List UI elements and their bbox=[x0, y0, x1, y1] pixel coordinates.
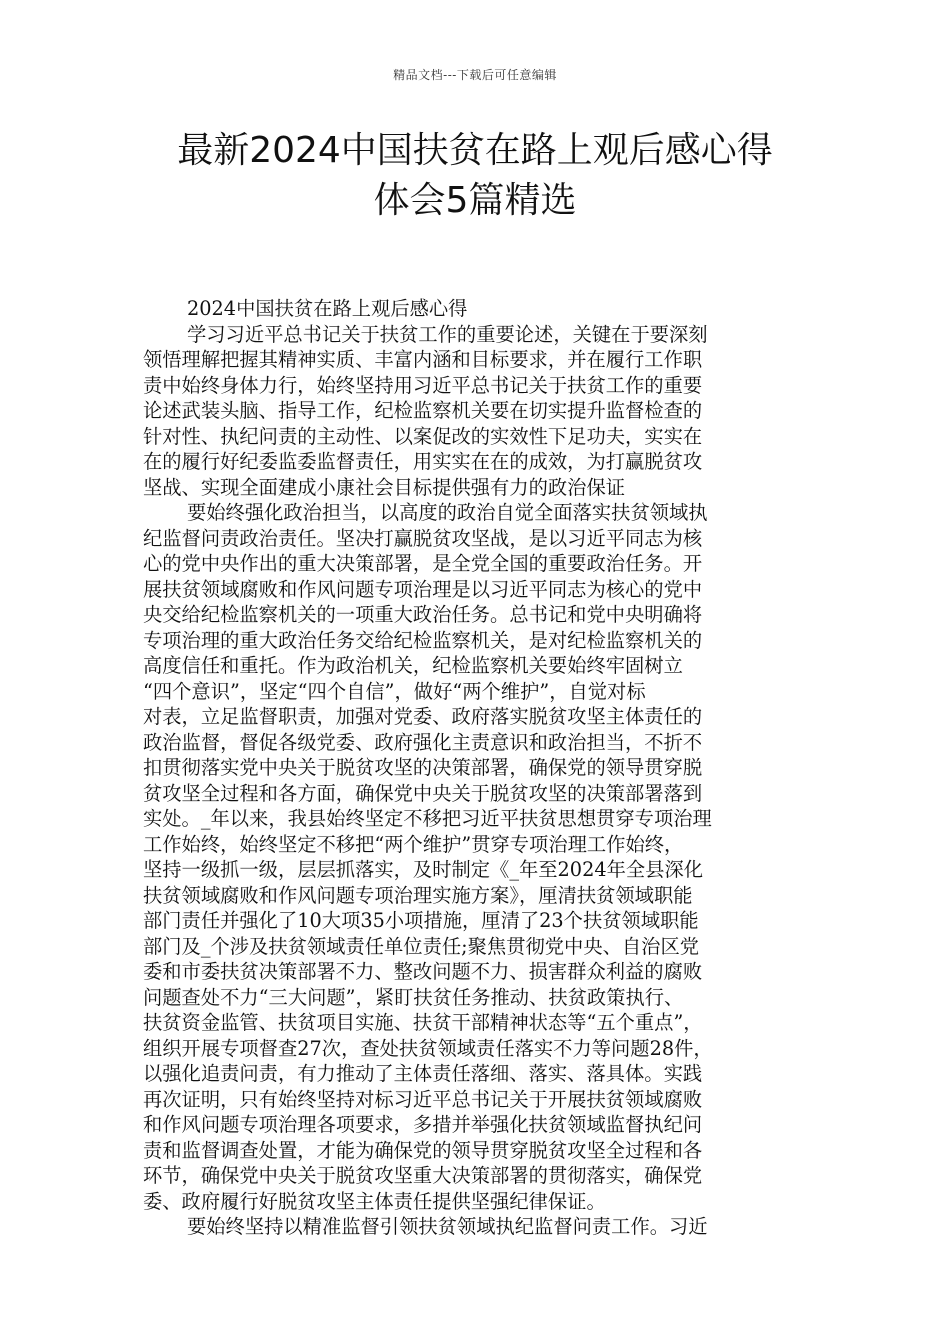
paragraph-line: 再次证明，只有始终坚持对标习近平总书记关于开展扶贫领域腐败 bbox=[143, 1087, 703, 1111]
title-line-1: 最新2024中国扶贫在路上观后感心得 bbox=[177, 130, 773, 171]
paragraph-line: 扶贫领域腐败和作风问题专项治理实施方案》，厘清扶贫领域职能 bbox=[143, 883, 693, 907]
header-note: 精品文档---下载后可任意编辑 bbox=[393, 68, 557, 82]
paragraph-line: 扶贫资金监管、扶贫项目实施、扶贫干部精神状态等“五个重点”， bbox=[143, 1011, 703, 1034]
paragraph-line: 问题查处不力“三大问题”，紧盯扶贫任务推动、扶贫政策执行、 bbox=[143, 985, 684, 1009]
paragraph-line: 央交给纪检监察机关的一项重大政治任务。总书记和党中央明确将 bbox=[143, 603, 703, 626]
paragraph-line: 贫攻坚全过程和各方面，确保党中央关于脱贫攻坚的决策部署落到 bbox=[143, 781, 703, 805]
paragraph-line: 要始终强化政治担当，以高度的政治自觉全面落实扶贫领域执 bbox=[187, 501, 708, 524]
paragraph-line: 领悟理解把握其精神实质、丰富内涵和目标要求，并在履行工作职 bbox=[143, 348, 703, 371]
paragraph-line: 以强化追责问责，有力推动了主体责任落细、落实、落具体。实践 bbox=[143, 1062, 703, 1085]
paragraph-line: 针对性、执纪问责的主动性、以案促改的实效性下足功夫，实实在 bbox=[143, 424, 703, 448]
paragraph-line: 学习习近平总书记关于扶贫工作的重要论述，关键在于要深刻 bbox=[187, 322, 708, 346]
paragraph-line: 政治监督，督促各级党委、政府强化主责意识和政治担当，不折不 bbox=[143, 730, 703, 754]
paragraph-line: 委、政府履行好脱贫攻坚主体责任提供坚强纪律保证。 bbox=[143, 1189, 606, 1213]
paragraph-line: 实处。_年以来，我县始终坚定不移把习近平扶贫思想贯穿专项治理 bbox=[143, 807, 712, 830]
paragraph-line: 对表，立足监督职责，加强对党委、政府落实脱贫攻坚主体责任的 bbox=[143, 705, 703, 728]
paragraph-line: 心的党中央作出的重大决策部署，是全党全国的重要政治任务。开 bbox=[143, 552, 703, 575]
paragraph-line: 责和监督调查处置，才能为确保党的领导贯穿脱贫攻坚全过程和各 bbox=[143, 1138, 703, 1162]
paragraph-line: 在的履行好纪委监委监督责任，用实实在在的成效，为打赢脱贫攻 bbox=[143, 450, 703, 473]
paragraph-line: 组织开展专项督查27次，查处扶贫领域责任落实不力等问题28件， bbox=[143, 1036, 713, 1060]
paragraph-line: 环节，确保党中央关于脱贫攻坚重大决策部署的贯彻落实，确保党 bbox=[143, 1164, 703, 1187]
paragraph-line: 纪监督问责政治责任。坚决打赢脱贫攻坚战，是以习近平同志为核 bbox=[143, 526, 703, 550]
paragraph-line: 责中始终身体力行，始终坚持用习近平总书记关于扶贫工作的重要 bbox=[143, 373, 703, 397]
title-line-2: 体会5篇精选 bbox=[373, 180, 577, 221]
paragraph-line: 专项治理的重大政治任务交给纪检监察机关，是对纪检监察机关的 bbox=[143, 628, 703, 652]
document-body bbox=[143, 296, 808, 1240]
paragraph-line: 论述武装头脑、指导工作，纪检监察机关要在切实提升监督检查的 bbox=[143, 399, 703, 422]
paragraph-line: 展扶贫领域腐败和作风问题专项治理是以习近平同志为核心的党中 bbox=[143, 577, 703, 601]
paragraph-line: 工作始终，始终坚定不移把“两个维护”贯穿专项治理工作始终， bbox=[143, 832, 684, 856]
document-title bbox=[140, 126, 810, 226]
paragraph-line: 坚持一级抓一级，层层抓落实，及时制定《_年至2024年全县深化 bbox=[143, 858, 704, 881]
section-subtitle: 2024中国扶贫在路上观后感心得 bbox=[187, 297, 468, 320]
paragraph-line: 委和市委扶贫决策部署不力、整改问题不力、损害群众利益的腐败 bbox=[143, 960, 703, 983]
paragraph-line: 和作风问题专项治理各项要求，多措并举强化扶贫领域监督执纪问 bbox=[143, 1113, 703, 1136]
paragraph-line: 部门及_个涉及扶贫领域责任单位责任;聚焦贯彻党中央、自治区党 bbox=[143, 934, 700, 958]
paragraph-line: 部门责任并强化了10大项35小项措施，厘清了23个扶贫领域职能 bbox=[143, 909, 699, 932]
paragraph-line: 要始终坚持以精准监督引领扶贫领域执纪监督问责工作。习近 bbox=[187, 1215, 708, 1238]
paragraph-line: 高度信任和重托。作为政治机关，纪检监察机关要始终牢固树立 bbox=[143, 654, 683, 677]
paragraph-line: 扣贯彻落实党中央关于脱贫攻坚的决策部署，确保党的领导贯穿脱 bbox=[143, 756, 703, 779]
paragraph-line: “四个意识”，坚定“四个自信”，做好“两个维护”，自觉对标 bbox=[143, 679, 646, 703]
paragraph-line: 坚战、实现全面建成小康社会目标提供强有力的政治保证 bbox=[143, 475, 626, 499]
